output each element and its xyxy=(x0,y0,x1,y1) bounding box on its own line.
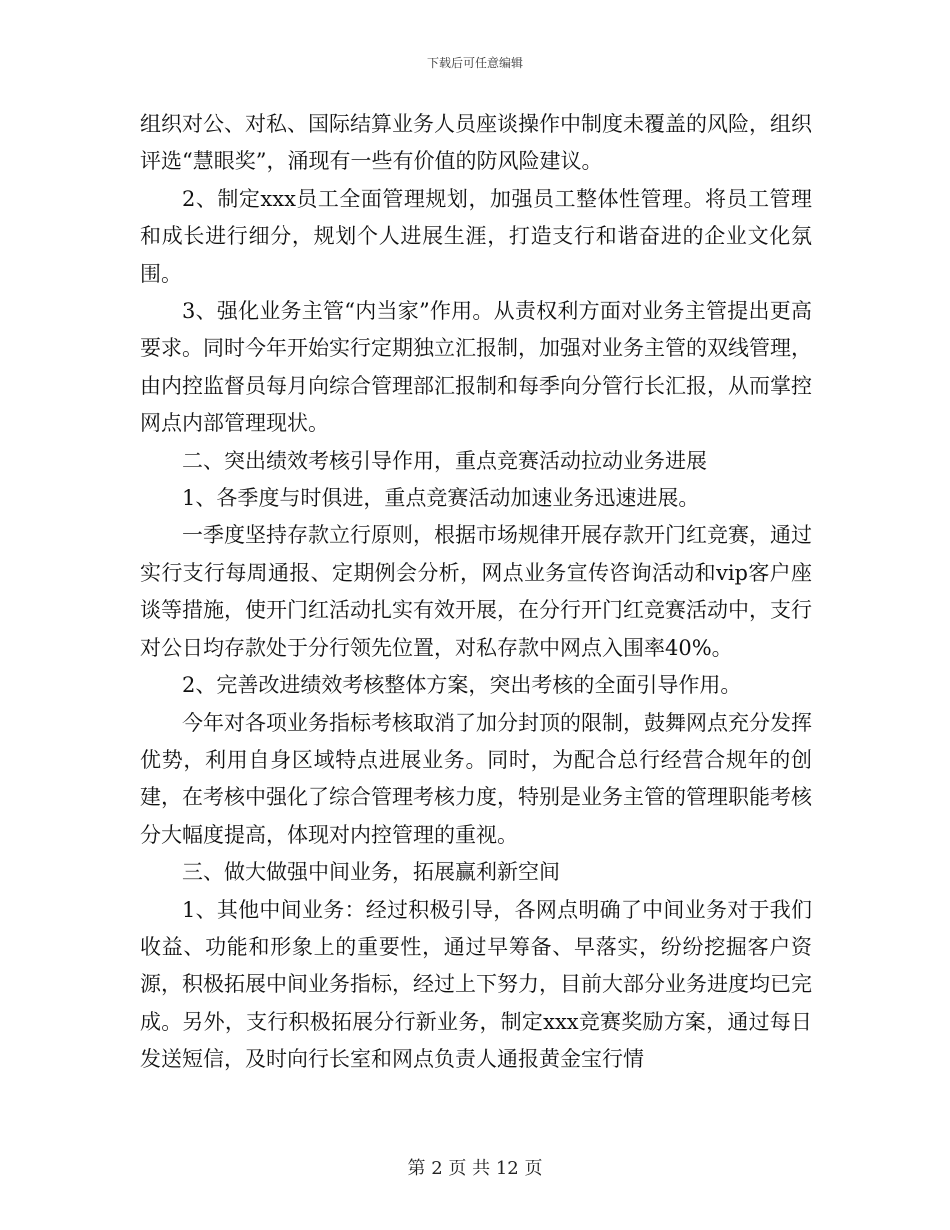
paragraph: 今年对各项业务指标考核取消了加分封顶的限制，鼓舞网点充分发挥优势，利用自身区域特点进展业务。同时，为配合总行经营合规年的创建，在考核中强化了综合管理考核力度，特别是业务主管的管理职能考核分大幅度提高，体现对内控管理的重视。 xyxy=(140,710,812,847)
page-header: 下载后可任意编辑 xyxy=(426,56,523,70)
paragraph: 1、其他中间业务：经过积极引导，各网点明确了中间业务对于我们收益、功能和形象上的重要性，通过早筹备、早落实，纷纷挖掘客户资源，积极拓展中间业务指标，经过上下努力，目前大部分业务进度均已完成。另外，支行积极拓展分行新业务，制定xxx竞赛奖励方案，通过每日发送短信，及时向行长室和网点负责人通报黄金宝行情 xyxy=(140,897,812,1072)
paragraph: 组织对公、对私、国际结算业务人员座谈操作中制度未覆盖的风险，组织评选“慧眼奖”，涌现有一些有价值的防风险建议。 xyxy=(140,112,812,174)
section-heading: 二、突出绩效考核引导作用，重点竞赛活动拉动业务进展 xyxy=(182,448,707,473)
subheading: 2、完善改进绩效考核整体方案，突出考核的全面引导作用。 xyxy=(182,673,742,698)
section-heading: 三、做大做强中间业务，拓展赢利新空间 xyxy=(182,860,560,885)
body-text xyxy=(140,106,812,1079)
page-footer: 第 2 页 共 12 页 xyxy=(407,1158,543,1179)
paragraph: 一季度坚持存款立行原则，根据市场规律开展存款开门红竞赛，通过实行支行每周通报、定期例会分析，网点业务宣传咨询活动和vip客户座谈等措施，使开门红活动扎实有效开展，在分行开门红竞赛活动中，支行对公日均存款处于分行领先位置，对私存款中网点入围率40%。 xyxy=(140,523,812,660)
paragraph: 3、强化业务主管“内当家”作用。从责权利方面对业务主管提出更高要求。同时今年开始实行定期独立汇报制，加强对业务主管的双线管理，由内控监督员每月向综合管理部汇报制和每季向分管行长汇报，从而掌控网点内部管理现状。 xyxy=(140,299,812,436)
subheading: 1、各季度与时俱进，重点竞赛活动加速业务迅速进展。 xyxy=(182,486,700,511)
paragraph: 2、制定xxx员工全面管理规划，加强员工整体性管理。将员工管理和成长进行细分，规划个人进展生涯，打造支行和谐奋进的企业文化氛围。 xyxy=(140,186,812,286)
